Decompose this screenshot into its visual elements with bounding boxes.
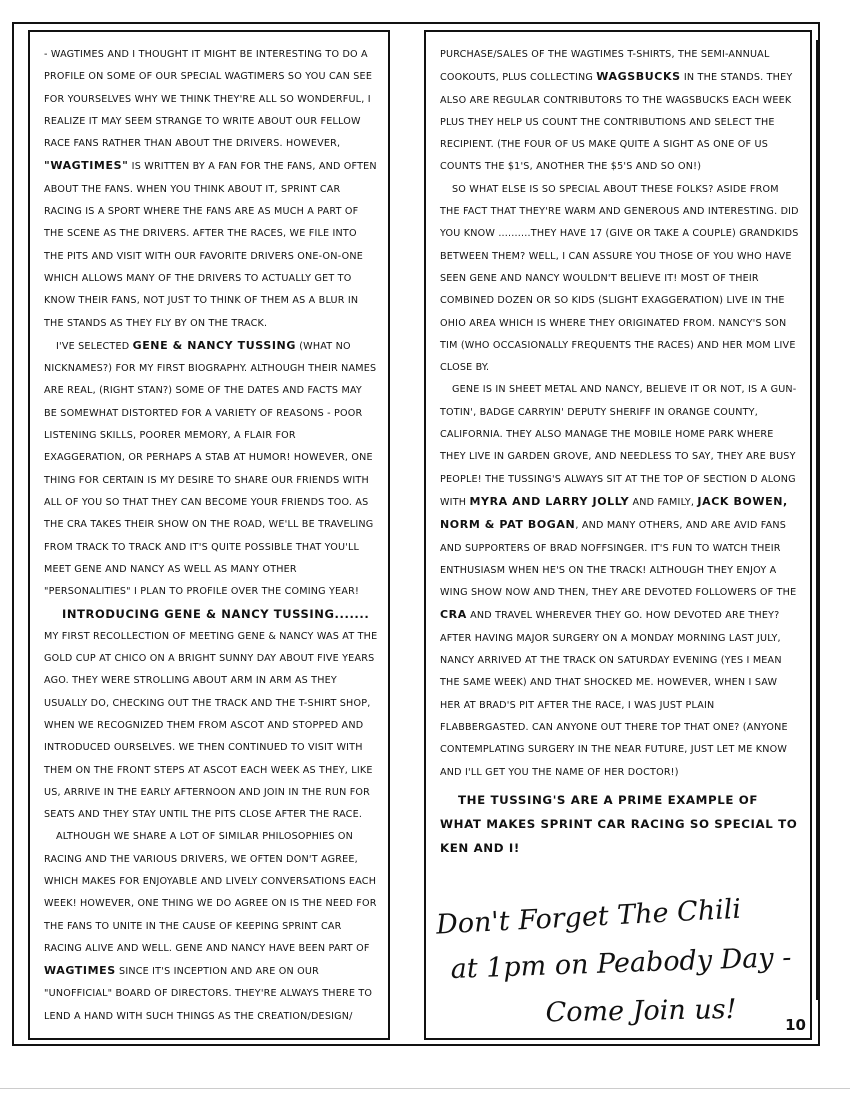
scan-bottom-edge [0,1088,850,1089]
right-column [424,30,812,1040]
left-column [28,30,390,1040]
handwritten-line-3: Come Join us! [545,993,737,1029]
handwritten-line-1: Don't Forget The Chili [435,893,742,941]
paragraph-occupations: GENE IS IN SHEET METAL AND NANCY, BELIEVE IT OR NOT, IS A GUN-TOTIN', BADGE CARRYIN' DEPUTY SHERIFF IN ORANGE COUNTY, CALIFORNIA. THEY ALSO MANAGE THE MOBILE HOME PARK WHERE THEY LIVE IN GARDEN GROVE, AND NEEDLESS TO SAY, THEY ARE BUSY PEOPLE! THE TUSSING'S ALWAYS SIT AT THE TOP OF SECTION D ALONG WITH MYRA AND LARRY JOLLY AND FAMILY, JACK BOWEN, NORM & PAT BOGAN, AND MANY OTHERS, AND ARE AVID FANS AND SUPPORTERS OF BRAD NOFFSINGER. IT'S FUN TO WATCH THEIR ENTHUSIASM WHEN HE'S ON THE TRACK! ALTHOUGH THEY ENJOY A WING SHOW NOW AND THEN, THEY ARE DEVOTED FOLLOWERS OF THE CRA AND TRAVEL WHEREVER THEY GO. HOW DEVOTED ARE THEY? AFTER HAVING MAJOR SURGERY ON A MONDAY MORNING LAST JULY, NANCY ARRIVED AT THE TRACK ON SATURDAY EVENING (YES I MEAN THE SAME WEEK) AND THAT SHOCKED ME. HOWEVER, WHEN I SAW HER AT BRAD'S PIT AFTER THE RACE, I WAS JUST PLAIN FLABBERGASTED. CAN ANYONE OUT THERE TOP THAT ONE? (ANYONE CONTEMPLATING SURGERY IN THE NEAR FUTURE, JUST LET ME KNOW AND I'LL GET YOU THE NAME OF HER DOCTOR!) [440,384,797,778]
paragraph-grandkids: SO WHAT ELSE IS SO SPECIAL ABOUT THESE FOLKS? ASIDE FROM THE FACT THAT THEY'RE WARM AND GENEROUS AND INTERESTING. DID YOU KNOW ..........THEY HAVE 17 (GIVE OR TAKE A COUPLE) GRANDKIDS BETWEEN THEM? WELL, I CAN ASSURE YOU THOSE OF YOU WHO HAVE SEEN GENE AND NANCY WOULDN'T BELIEVE IT! MOST OF THEIR COMBINED DOZEN OR SO KIDS (SLIGHT EXAGGERATION) LIVE IN THE OHIO AREA WHICH IS WHERE THEY ORIGINATED FROM. NANCY'S SON TIM (WHO OCCASIONALLY FREQUENTS THE RACES) AND HER MOM LIVE CLOSE BY. [440,183,799,374]
page-number: 10 [785,1016,806,1034]
page-edge-rule [816,40,822,1000]
paragraph-wagsbucks: PURCHASE/SALES OF THE WAGTIMES T-SHIRTS, THE SEMI-ANNUAL COOKOUTS, PLUS COLLECTING WAGSBUCKS IN THE STANDS. THEY ALSO ARE REGULAR CONTRIBUTORS TO THE WAGSBUCKS EACH WEEK PLUS THEY HELP US COUNT THE CONTRIBUTIONS AND SELECT THE RECIPIENT. (THE FOUR OF US MAKE QUITE A SIGHT AS ONE OF US COUNTS THE $1'S, ANOTHER THE $5'S AND SO ON!) [440,49,793,173]
paragraph-intro: - WAGTIMES AND I THOUGHT IT MIGHT BE INTERESTING TO DO A PROFILE ON SOME OF OUR SPECIAL WAGTIMERS SO YOU CAN SEE FOR YOURSELVES WHY WE THINK THEY'RE ALL SO WONDERFUL, I REALIZE IT MAY SEEM STRANGE TO WRITE ABOUT OUR FELLOW RACE FANS RATHER THAN ABOUT THE DRIVERS. HOWEVER, "WAGTIMES" IS WRITTEN BY A FAN FOR THE FANS, AND OFTEN ABOUT THE FANS. WHEN YOU THINK ABOUT IT, SPRINT CAR RACING IS A SPORT WHERE THE FANS ARE AS MUCH A PART OF THE SCENE AS THE DRIVERS. AFTER THE RACES, WE FILE INTO THE PITS AND VISIT WITH OUR FAVORITE DRIVERS ONE-ON-ONE WHICH ALLOWS MANY OF THE DRIVERS TO ACTUALLY GET TO KNOW THEIR FANS, NOT JUST TO THINK OF THEM AS A BLUR IN THE STANDS AS THEY FLY BY ON THE TRACK. [44,49,377,329]
paragraph-philosophies: ALTHOUGH WE SHARE A LOT OF SIMILAR PHILOSOPHIES ON RACING AND THE VARIOUS DRIVERS, WE OFTEN DON'T AGREE, WHICH MAKES FOR ENJOYABLE AND LIVELY CONVERSATIONS EACH WEEK! HOWEVER, ONE THING WE DO AGREE ON IS THE NEED FOR THE FANS TO UNITE IN THE CAUSE OF KEEPING SPRINT CAR RACING ALIVE AND WELL. GENE AND NANCY HAVE BEEN PART OF WAGTIMES SINCE IT'S INCEPTION AND ARE ON OUR "UNOFFICIAL" BOARD OF DIRECTORS. THEY'RE ALWAYS THERE TO LEND A HAND WITH SUCH THINGS AS THE CREATION/DESIGN/ [44,831,377,1022]
handwritten-note [436,892,806,1036]
paragraph-selection: I'VE SELECTED GENE & NANCY TUSSING (WHAT NO NICKNAMES?) FOR MY FIRST BIOGRAPHY. ALTHOUGH THEIR NAMES ARE REAL, (RIGHT STAN?) SOME OF THE DATES AND FACTS MAY BE SOMEWHAT DISTORTED FOR A VARIETY OF REASONS - POOR LISTENING SKILLS, POORER MEMORY, A FLAIR FOR EXAGGERATION, OR PERHAPS A STAB AT HUMOR! HOWEVER, ONE THING FOR CERTAIN IS MY DESIRE TO SHARE OUR FRIENDS WITH ALL OF YOU SO THAT THEY CAN BECOME YOUR FRIENDS TOO. AS THE CRA TAKES THEIR SHOW ON THE ROAD, WE'LL BE TRAVELING FROM TRACK TO TRACK AND IT'S QUITE POSSIBLE THAT YOU'LL MEET GENE AND NANCY AS WELL AS MANY OTHER "PERSONALITIES" I PLAN TO PROFILE OVER THE COMING YEAR! [44,338,377,598]
paragraph-first-meeting: MY FIRST RECOLLECTION OF MEETING GENE & NANCY WAS AT THE GOLD CUP AT CHICO ON A BRIGHT SUNNY DAY ABOUT FIVE YEARS AGO. THEY WERE STROLLING ABOUT ARM IN ARM AS THEY USUALLY DO, CHECKING OUT THE TRACK AND THE T-SHIRT SHOP, WHEN WE RECOGNIZED THEM FROM ASCOT AND STOPPED AND INTRODUCED OURSELVES. WE THEN CONTINUED TO VISIT WITH THEM ON THE FRONT STEPS AT ASCOT EACH WEEK AS THEY, LIKE US, ARRIVE IN THE EARLY AFTERNOON AND JOIN IN THE RUN FOR SEATS AND THEY STAY UNTIL THE PITS CLOSE AFTER THE RACE. [44,630,378,821]
section-heading: INTRODUCING GENE & NANCY TUSSING....... [62,607,370,622]
handwritten-line-2: at 1pm on Peabody Day - [450,942,792,985]
closing-statement: THE TUSSING'S ARE A PRIME EXAMPLE OF WHAT MAKES SPRINT CAR RACING SO SPECIAL TO KEN AND I! [440,792,798,855]
